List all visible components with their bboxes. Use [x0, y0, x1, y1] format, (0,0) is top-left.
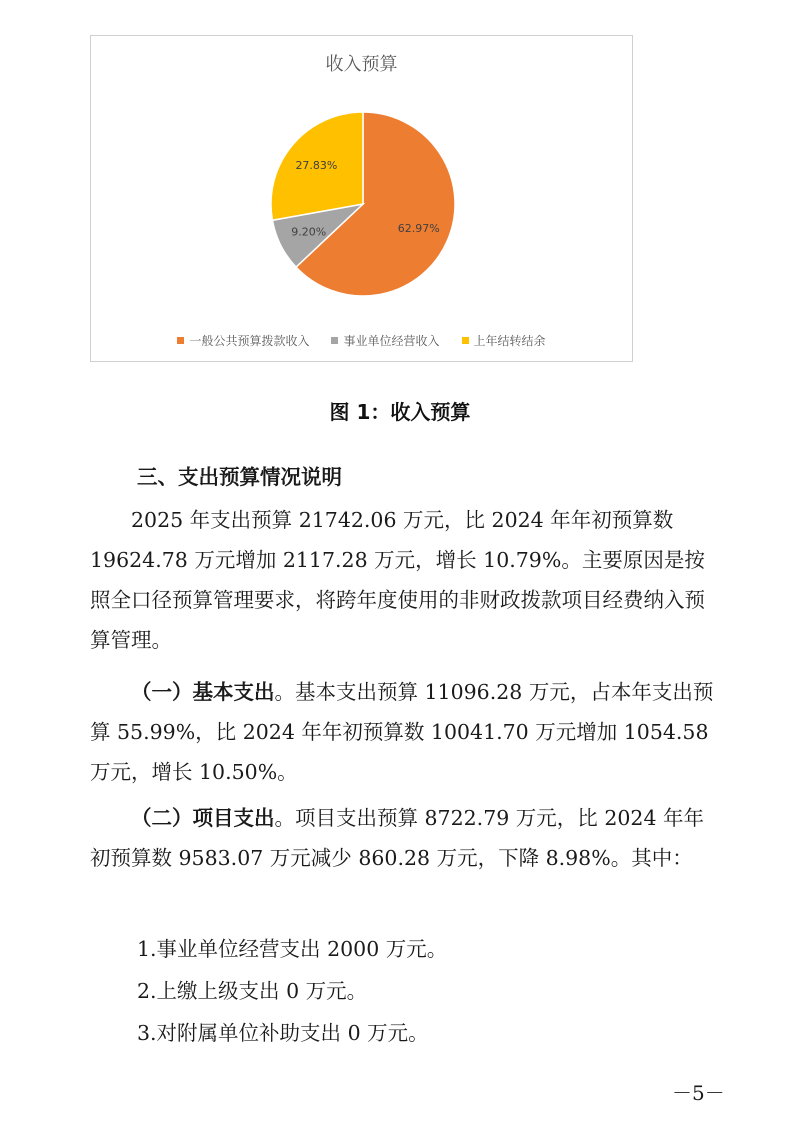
- legend-label: 上年结转结余: [473, 334, 546, 348]
- legend-label: 一般公共预算拨款收入: [189, 334, 310, 348]
- list-item: 2.上缴上级支出 0 万元。: [137, 979, 368, 1003]
- paragraph-project-expenditure: [90, 798, 720, 878]
- legend-label: 事业单位经营收入: [343, 334, 440, 348]
- legend-item-general-budget: [177, 332, 309, 349]
- list-item: 1.事业单位经营支出 2000 万元。: [137, 937, 448, 961]
- legend-swatch: [462, 337, 469, 344]
- list-item: 3.对附属单位补助支出 0 万元。: [137, 1021, 429, 1045]
- legend-item-carryover: [462, 332, 546, 349]
- data-label: 62.97%: [397, 222, 440, 236]
- data-label: 27.83%: [295, 159, 338, 173]
- data-label: 9.20%: [291, 225, 327, 239]
- project-expenditure-label: （二）项目支出: [131, 806, 275, 830]
- chart-title: 收入预算: [325, 54, 398, 75]
- pie-chart: [91, 36, 634, 363]
- basic-expenditure-label: （一）基本支出: [131, 680, 275, 704]
- legend-swatch: [177, 337, 184, 344]
- paragraph-basic-expenditure: [90, 672, 720, 792]
- basic-expenditure-text: 。基本支出预算 11096.28 万元，占本年支出预算 55.99%，比 2024 年年初预算数 10041.70 万元增加 1054.58 万元，增长 10.50%。: [90, 680, 714, 784]
- income-budget-chart: [90, 35, 633, 362]
- paragraph-overview: 2025 年支出预算 21742.06 万元，比 2024 年年初预算数 19624.78 万元增加 2117.28 万元，增长 10.79%。主要原因是按照全口径预算管理要求，将跨年度使用的非财政拨款项目经费纳入预算管理。: [90, 508, 705, 652]
- project-expenditure-text: 。项目支出预算 8722.79 万元，比 2024 年年初预算数 9583.07 万元减少 860.28 万元，下降 8.98%。其中：: [90, 806, 705, 870]
- legend-swatch: [331, 337, 338, 344]
- section-heading: 三、支出预算情况说明: [137, 465, 342, 489]
- chart-legend: [91, 332, 632, 349]
- page-number: －5－: [672, 1081, 725, 1105]
- legend-item-business-income: [331, 332, 439, 349]
- figure-caption: 图 1：收入预算: [329, 400, 471, 424]
